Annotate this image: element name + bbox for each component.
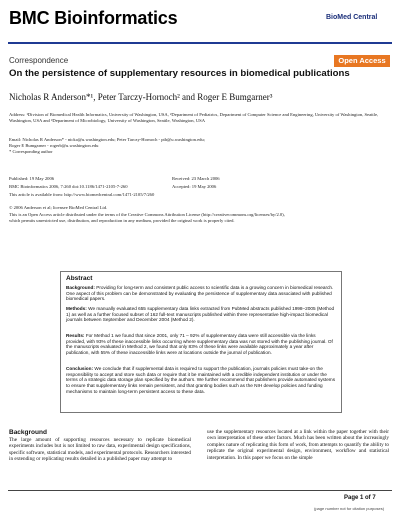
abstract-methods-text: We manually evaluated 655 supplementary data links extracted from PubMed abstracts published 1998–2005 (Method 1) as well as a further focused subset of 162 full-text manuscripts published within three representative high-impact biomedical journals between September and December 2004 (Method 2). [66, 306, 335, 323]
publisher-logo [326, 14, 377, 21]
page-number: Page 1 of 7 [344, 495, 376, 501]
abstract-methods [66, 306, 336, 323]
citation: BMC Bioinformatics 2006, 7:260 doi:10.1186/1471-2105-7-260 [9, 184, 128, 189]
abstract-conclusion [66, 366, 336, 395]
article-title: On the persistence of supplementary resources in biomedical publications [9, 68, 350, 79]
body-left-column: The large amount of supporting resources necessary to replicate biomedical experiments includes but is not limited to raw data, experimental design specifications, specific software, statistical models, and experimental protocols. Researchers interested in extending or replicating results detailed in a published paper may attempt to [9, 437, 191, 463]
background-heading: Background [9, 429, 47, 436]
abstract-results-text: For Method 1 we found that since 2001, only 71 – 92% of supplementary data were still accessible via the links provided, with 93% of these inaccessible links occurring where supplementary data was not stored with the publishing journal. Of the manuscripts evaluated in Method 2, we found that only 83% of these links were available approximately a year after publication, with 55% of these inaccessible links were at locations outside the journal of publication. [66, 333, 333, 356]
abstract-conclusion-text: We conclude that if supplemental data is required to support the publication, journals policies must take-on the responsibility to accept and store such data or require that it be maintained with a credible independent institution or under the terms of a strategic data storage plan specified by the authors. We further recommend that publishers provide automated systems to ensure that supplementary links remain persistent, and that granting bodies such as the NIH develop policies and funding mechanisms to maintain long-term persistent access to these data. [66, 366, 336, 394]
open-access-badge: Open Access [334, 55, 390, 67]
copyright: © 2006 Anderson et al; licensee BioMed Central Ltd. [9, 205, 108, 210]
abstract-conclusion-label: Conclusion: [66, 366, 94, 371]
abstract-methods-label: Methods: [66, 306, 87, 311]
license-line-1: This is an Open Access article distributed under the terms of the Creative Commons Attribution License (http://creativecommons.org/licenses/by/2.0), [9, 212, 285, 217]
email-line-1: Email: Nicholas R Anderson* - nicka@u.washington.edu; Peter Tarczy-Hornoch - pth@u.washington.edu; [9, 137, 205, 142]
abstract-background [66, 285, 336, 302]
abstract-background-label: Background: [66, 285, 95, 290]
abstract-results [66, 333, 336, 356]
published-date: Published: 19 May 2006 [9, 176, 55, 181]
received-date: Received: 23 March 2006 [172, 176, 220, 181]
abstract-heading: Abstract [66, 275, 93, 282]
address: Address: ¹Division of Biomedical Health Informatics, University of Washington, USA, ²Department of Pediatrics, Department of Computer Science and Engineering, University of Washington, Seattle, Washington, USA and ³Department of Microbiology, University of Washington, Seattle, Washington, USA [9, 112, 379, 123]
publisher-logo-text: BioMed Central [326, 14, 378, 21]
abstract-results-label: Results: [66, 333, 85, 338]
corresponding-author: * Corresponding author [9, 149, 53, 154]
email-line-2: Roger E Bumgarner - rogerb@u.washington.edu [9, 143, 99, 148]
header-rule [8, 42, 392, 44]
authors: Nicholas R Anderson*¹, Peter Tarczy-Hornoch² and Roger E Bumgarner³ [9, 92, 273, 102]
abstract-background-text: Providing for long-term and consistent public access to scientific data is a growing concern in biomedical research. One aspect of this problem can be demonstrated by evaluating the persistence of supplementary data associated with published biomedical papers. [66, 285, 334, 302]
section-type: Correspondence [9, 56, 69, 65]
article-url[interactable]: This article is available from: http://www.biomedcentral.com/1471-2105/7/260 [9, 192, 155, 197]
accepted-date: Accepted: 19 May 2006 [172, 184, 217, 189]
body-right-column: use the supplementary resources located at a link within the paper together with their own interpretation of these other factors. Much has been written about the increasingly complex nature of replicating this form of work, from attempts to quantify the ability to replicate the original experimental design, environment, workflow and statistical interpretation. In this paper we focus on the simple [207, 429, 389, 461]
journal-title: BMC Bioinformatics [9, 8, 178, 28]
footer-rule [8, 490, 392, 491]
page-note: (page number not for citation purposes) [314, 506, 385, 511]
license-line-2: which permits unrestricted use, distribution, and reproduction in any medium, provided the original work is properly cited. [9, 218, 235, 223]
